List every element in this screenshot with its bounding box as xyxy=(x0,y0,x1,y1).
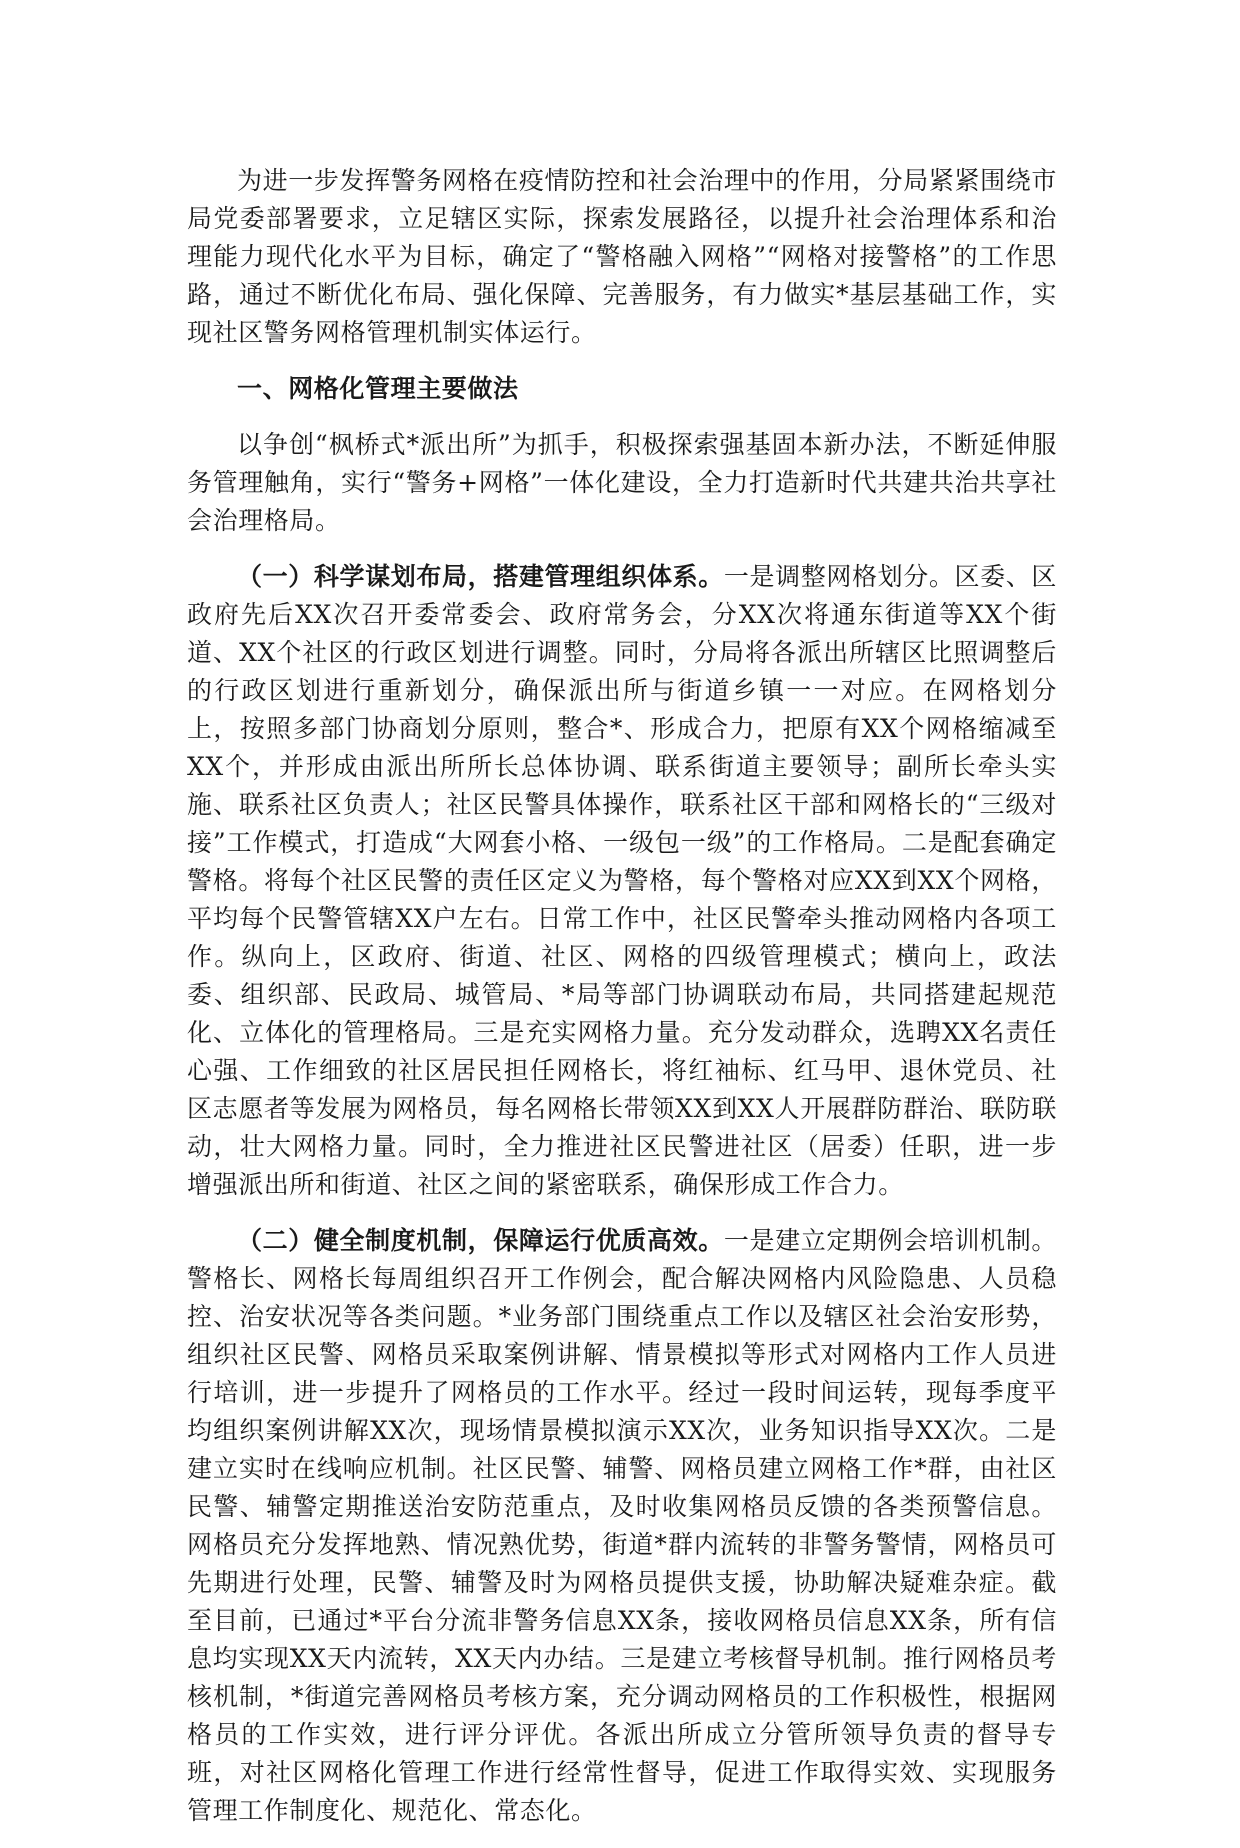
item1-paragraph xyxy=(187,558,1057,1204)
document-page xyxy=(187,162,1057,1848)
item2-lead: （二）健全制度机制，保障运行优质高效。 xyxy=(237,1226,724,1255)
item2-paragraph xyxy=(187,1222,1057,1830)
item1-lead: （一）科学谋划布局，搭建管理组织体系。 xyxy=(237,562,724,591)
section-heading: 一、网格化管理主要做法 xyxy=(237,374,519,403)
item2-body: 一是建立定期例会培训机制。警格长、网格长每周组织召开工作例会，配合解决网格内风险隐患、人员稳控、治安状况等各类问题。*业务部门围绕重点工作以及辖区社会治安形势，组织社区民警、网格员采取案例讲解、情景模拟等形式对网格内工作人员进行培训，进一步提升了网格员的工作水平。经过一段时间运转，现每季度平均组织案例讲解XX次，现场情景模拟演示XX次，业务知识指导XX次。二是建立实时在线响应机制。社区民警、辅警、网格员建立网格工作*群，由社区民警、辅警定期推送治安防范重点，及时收集网格员反馈的各类预警信息。网格员充分发挥地熟、情况熟优势，街道*群内流转的非警务警情，网格员可先期进行处理，民警、辅警及时为网格员提供支援，协助解决疑难杂症。截至目前，已通过*平台分流非警务信息XX条，接收网格员信息XX条，所有信息均实现XX天内流转，XX天内办结。三是建立考核督导机制。推行网格员考核机制，*街道完善网格员考核方案，充分调动网格员的工作积极性，根据网格员的工作实效，进行评分评优。各派出所成立分管所领导负责的督导专班，对社区网格化管理工作进行经常性督导，促进工作取得实效、实现服务管理工作制度化、规范化、常态化。 xyxy=(187,1226,1057,1825)
item1-body: 一是调整网格划分。区委、区政府先后XX次召开委常委会、政府常务会，分XX次将通东街道等XX个街道、XX个社区的行政区划进行调整。同时，分局将各派出所辖区比照调整后的行政区划进行重新划分，确保派出所与街道乡镇一一对应。在网格划分上，按照多部门协商划分原则，整合*、形成合力，把原有XX个网格缩减至XX个，并形成由派出所所长总体协调、联系街道主要领导；副所长牵头实施、联系社区负责人；社区民警具体操作，联系社区干部和网格长的“三级对接”工作模式，打造成“大网套小格、一级包一级”的工作格局。二是配套确定警格。将每个社区民警的责任区定义为警格，每个警格对应XX到XX个网格，平均每个民警管辖XX户左右。日常工作中，社区民警牵头推动网格内各项工作。纵向上，区政府、街道、社区、网格的四级管理模式；横向上，政法委、组织部、民政局、城管局、*局等部门协调联动布局，共同搭建起规范化、立体化的管理格局。三是充实网格力量。充分发动群众，选聘XX名责任心强、工作细致的社区居民担任网格长，将红袖标、红马甲、退休党员、社区志愿者等发展为网格员，每名网格长带领XX到XX人开展群防群治、联防联动，壮大网格力量。同时，全力推进社区民警进社区（居委）任职，进一步增强派出所和街道、社区之间的紧密联系，确保形成工作合力。 xyxy=(187,562,1057,1199)
intro-paragraph: 为进一步发挥警务网格在疫情防控和社会治理中的作用，分局紧紧围绕市局党委部署要求，立足辖区实际，探索发展路径，以提升社会治理体系和治理能力现代化水平为目标，确定了“警格融入网格”“网格对接警格”的工作思路，通过不断优化布局、强化保障、完善服务，有力做实*基层基础工作，实现社区警务网格管理机制实体运行。 xyxy=(187,166,1057,347)
section-intro-paragraph: 以争创“枫桥式*派出所”为抓手，积极探索强基固本新办法，不断延伸服务管理触角，实行“警务+网格”一体化建设，全力打造新时代共建共治共享社会治理格局。 xyxy=(187,430,1057,535)
